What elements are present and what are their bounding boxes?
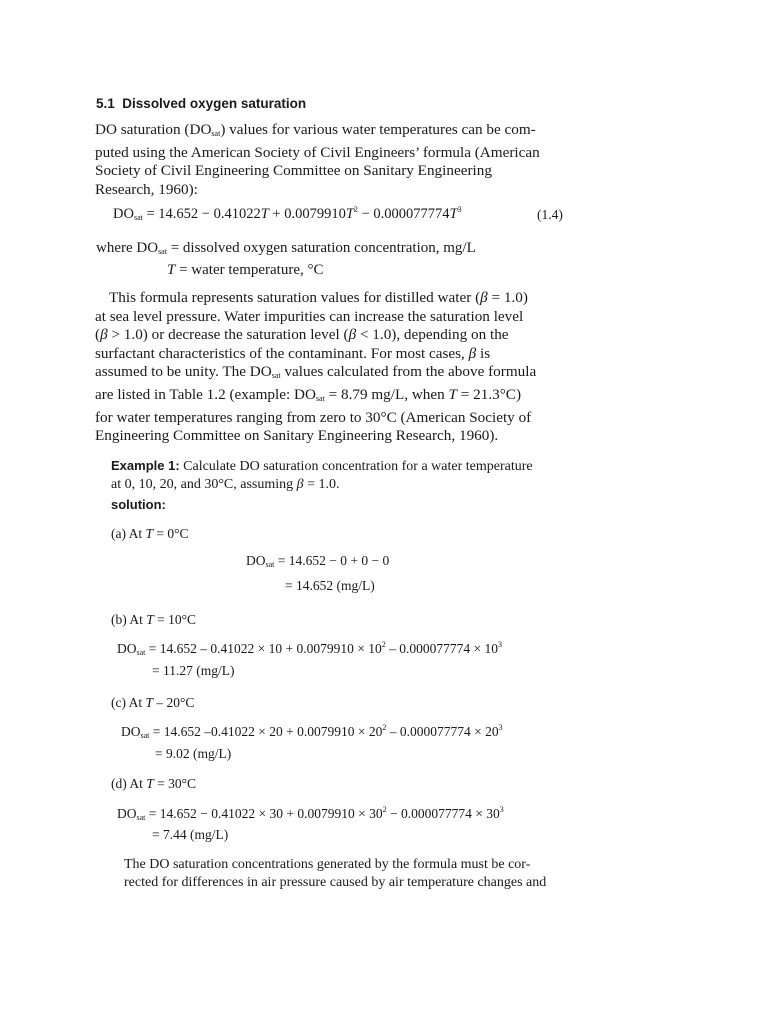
subscript: sat — [140, 731, 150, 740]
intro-line: DO saturation (DO — [95, 121, 212, 138]
text: = 8.79 mg/L, when — [324, 385, 449, 403]
intro-line: puted using the American Society of Civil Engineers’ formula (American — [95, 143, 540, 161]
beta-symbol: β — [348, 326, 357, 344]
closing-paragraph — [122, 856, 566, 892]
part-label: (d) At — [111, 776, 147, 791]
text: < 1.0), depending on the — [356, 326, 509, 344]
part-c-line2: = 9.02 (mg/L) — [155, 746, 232, 761]
text: This formula represents saturation values for distilled water ( — [109, 289, 481, 306]
eq-var: T — [146, 776, 154, 791]
example-label: Example 1: — [111, 458, 180, 473]
text: at sea level pressure. Water impurities can increase the saturation level — [95, 307, 524, 325]
text: Engineering Committee on Sanitary Engineering Research, 1960). — [95, 427, 499, 445]
eq-var: T — [146, 612, 154, 627]
part-label: (b) At — [111, 612, 147, 627]
text: is — [476, 344, 491, 362]
part-b-line2: = 11.27 (mg/L) — [152, 663, 235, 678]
subscript: sat — [271, 371, 281, 381]
text: = 1.0. — [303, 476, 340, 492]
text: ( — [95, 326, 101, 344]
eq-term: + 0.0079910 — [268, 206, 346, 222]
superscript: 3 — [498, 723, 503, 732]
superscript: 3 — [499, 805, 504, 814]
superscript: 3 — [497, 640, 502, 649]
beta-symbol: β — [468, 344, 477, 362]
text: are listed in Table 1.2 (example: DO — [95, 385, 316, 403]
part-c-heading — [111, 695, 194, 711]
intro-paragraph — [95, 121, 565, 199]
part-b-heading — [111, 612, 196, 628]
text: > 1.0) or decrease the saturation level ( — [107, 326, 349, 344]
eq-lhs: DO — [117, 806, 137, 821]
text: surfactant characteristics of the contaminant. For most cases, — [95, 344, 465, 362]
part-label: (a) At — [111, 526, 146, 541]
part-d-line2: = 7.44 (mg/L) — [152, 827, 229, 842]
text: = 14.652 – 0.41022 × 10 + 0.0079910 × 10 — [145, 641, 382, 656]
part-b-line1 — [117, 641, 502, 657]
text: rected for differences in air pressure caused by air temperature changes and — [124, 875, 547, 890]
eq-lhs: DO — [113, 206, 134, 222]
text: – 0.000077774 × 10 — [385, 641, 498, 656]
superscript: 2 — [382, 805, 387, 814]
part-a-line1 — [246, 553, 389, 569]
eq-lhs: DO — [117, 641, 137, 656]
part-c-line1 — [121, 724, 503, 740]
text: for water temperatures ranging from zero to 30°C (American Society of — [95, 408, 532, 426]
body-paragraph — [95, 289, 565, 308]
subscript: sat — [315, 393, 325, 403]
definition: = water temperature, °C — [175, 262, 324, 278]
subscript: sat — [265, 560, 275, 569]
superscript: 2 — [353, 205, 358, 214]
equation-1-4 — [113, 206, 462, 223]
beta-symbol: β — [100, 326, 108, 344]
intro-line: ) values for various water temperatures can be com- — [220, 121, 536, 138]
text: Calculate DO saturation concentration for a water temperature — [179, 459, 533, 474]
body-paragraph-cont — [95, 308, 565, 446]
section-title: Dissolved oxygen saturation — [122, 96, 307, 111]
text: = 10°C — [153, 612, 197, 627]
eq-lhs: DO — [246, 553, 266, 568]
eq-var: T — [448, 385, 457, 403]
where-lead: where DO — [96, 240, 159, 256]
eq-var: T — [260, 206, 269, 222]
part-a-heading — [111, 526, 189, 542]
solution-label: solution: — [111, 497, 166, 512]
subscript: sat — [133, 213, 143, 222]
eq-var: T — [345, 206, 354, 222]
eq-lhs: DO — [121, 724, 141, 739]
eq-term: = 14.652 − 0.41022 — [142, 206, 261, 222]
beta-symbol: β — [296, 476, 304, 492]
text: = 14.652 − 0 + 0 − 0 — [274, 553, 390, 568]
eq-term: − 0.000077774 — [357, 206, 450, 222]
text: assumed to be unity. The DO — [95, 363, 272, 381]
variable-definitions — [96, 239, 476, 280]
subscript: sat — [136, 648, 146, 657]
superscript: 2 — [381, 640, 386, 649]
text: = 0°C — [153, 526, 189, 541]
equation-number: (1.4) — [537, 207, 563, 222]
part-a-line2: = 14.652 (mg/L) — [285, 578, 375, 593]
eq-var: T — [449, 206, 458, 222]
example-statement — [111, 457, 566, 493]
text: = 14.652 –0.41022 × 20 + 0.0079910 × 20 — [149, 724, 383, 739]
text: = 21.3°C) — [457, 385, 521, 403]
part-label: (c) At — [111, 695, 146, 710]
text: values calculated from the above formula — [280, 363, 537, 381]
subscript: sat — [211, 129, 221, 138]
eq-var: T — [167, 262, 176, 278]
part-d-heading — [111, 776, 196, 792]
definition: = dissolved oxygen saturation concentration, mg/L — [166, 240, 476, 256]
part-d-line1 — [117, 806, 504, 822]
text: at 0, 10, 20, and 30°C, assuming — [111, 476, 297, 492]
text: = 30°C — [153, 776, 197, 791]
text: − 0.000077774 × 30 — [386, 806, 500, 821]
superscript: 3 — [457, 205, 462, 214]
eq-var: T — [145, 526, 154, 541]
text: – 20°C — [153, 695, 195, 710]
text: = 14.652 − 0.41022 × 30 + 0.0079910 × 30 — [145, 806, 383, 821]
subscript: sat — [158, 247, 167, 256]
intro-line: Research, 1960): — [95, 180, 198, 198]
section-number: 5.1 — [96, 96, 115, 111]
superscript: 2 — [382, 723, 387, 732]
subscript: sat — [136, 813, 146, 822]
beta-symbol: β — [480, 289, 488, 306]
section-heading — [96, 96, 306, 111]
text: – 0.000077774 × 20 — [386, 724, 499, 739]
text: The DO saturation concentrations generated by the formula must be cor- — [124, 857, 531, 872]
text: = 1.0) — [487, 289, 528, 306]
eq-var: T — [145, 695, 154, 710]
intro-line: Society of Civil Engineering Committee on Sanitary Engineering — [95, 162, 492, 180]
